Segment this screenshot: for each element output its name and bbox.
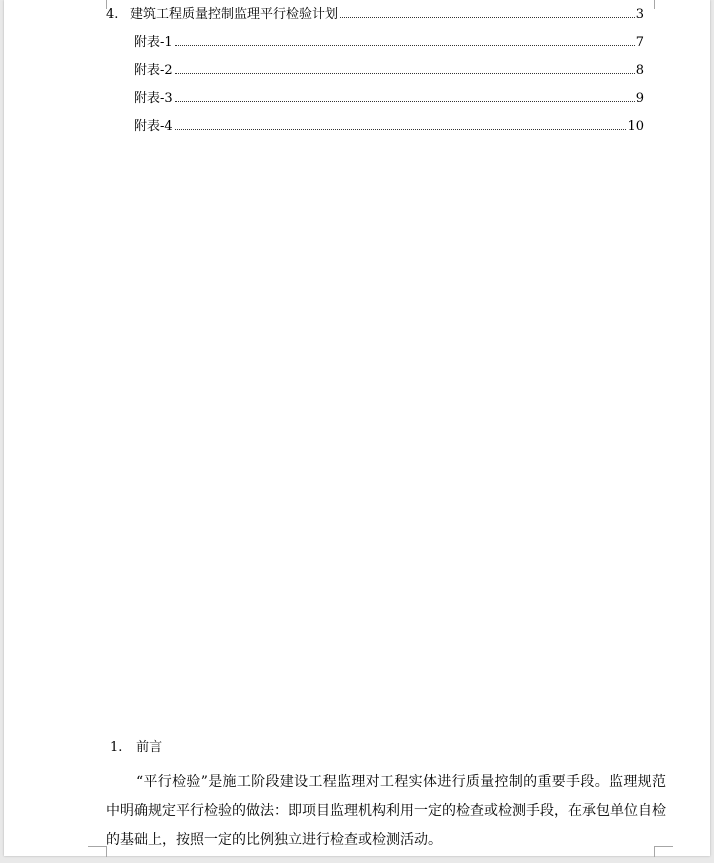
toc-leader-dots bbox=[175, 129, 627, 130]
toc-entry-title: 建筑工程质量控制监理平行检验计划 bbox=[130, 7, 339, 22]
crop-mark bbox=[88, 846, 107, 857]
toc-entry-page: 3 bbox=[635, 7, 644, 22]
toc-entry[interactable] bbox=[106, 7, 644, 23]
toc-entry-page: 10 bbox=[627, 119, 644, 134]
toc-entry-page: 8 bbox=[635, 63, 644, 78]
crop-mark bbox=[88, 0, 107, 9]
toc-entry-title: 附表-4 bbox=[134, 119, 173, 134]
section-number: 1. bbox=[110, 740, 123, 755]
body-paragraph: “平行检验”是施工阶段建设工程监理对工程实体进行质量控制的重要手段。监理规范中明确规定平行检验的做法：即项目监理机构利用一定的检查或检测手段，在承包单位自检的基础上，按照一定的比例独立进行检查或检测活动。 bbox=[106, 774, 666, 848]
crop-mark bbox=[654, 0, 673, 9]
toc-leader-dots bbox=[175, 101, 635, 102]
toc-entry[interactable] bbox=[134, 63, 644, 79]
toc-leader-dots bbox=[175, 45, 635, 46]
toc-leader-dots bbox=[340, 17, 635, 18]
toc-entry[interactable] bbox=[134, 119, 644, 135]
toc-entry-page: 7 bbox=[635, 35, 644, 50]
toc-entry-title: 附表-1 bbox=[134, 35, 173, 50]
section-heading bbox=[110, 740, 162, 756]
section-title: 前言 bbox=[136, 740, 163, 755]
toc-entry[interactable] bbox=[134, 91, 644, 107]
toc-entry-title: 附表-3 bbox=[134, 91, 173, 106]
toc-entry[interactable] bbox=[134, 35, 644, 51]
toc-entry-title: 附表-2 bbox=[134, 63, 173, 78]
toc-entry-page: 9 bbox=[635, 91, 644, 106]
toc-entry-number: 4. bbox=[106, 7, 119, 22]
document-page bbox=[4, 0, 710, 856]
toc-leader-dots bbox=[175, 73, 635, 74]
